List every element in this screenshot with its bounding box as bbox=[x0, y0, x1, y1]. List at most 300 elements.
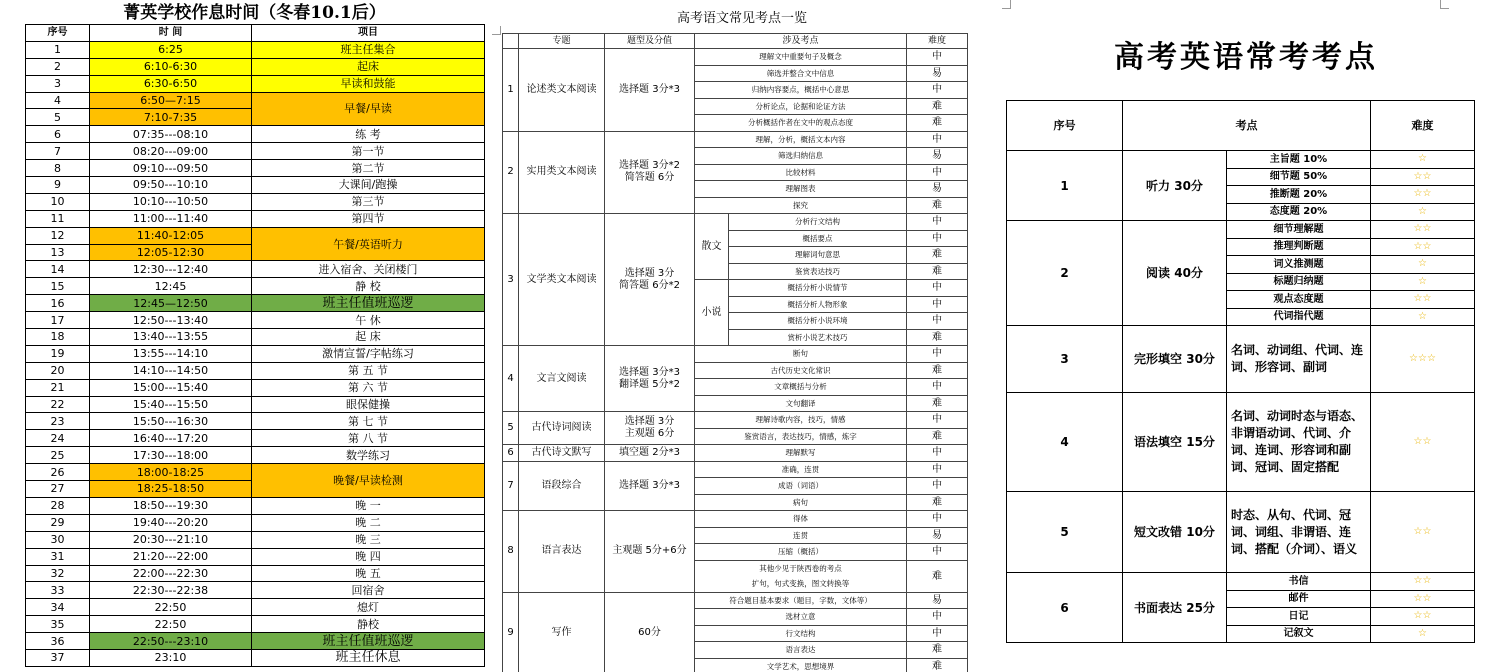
row-number: 28 bbox=[26, 497, 90, 514]
exam-point: 概括分析小说环境 bbox=[729, 313, 907, 330]
activity-cell: 晚 二 bbox=[252, 514, 485, 531]
sub-point: 邮件 bbox=[1227, 590, 1371, 608]
row-number: 31 bbox=[26, 548, 90, 565]
table-row bbox=[26, 329, 485, 346]
table-row bbox=[503, 592, 968, 609]
time-cell: 7:10-7:35 bbox=[90, 109, 252, 126]
sub-point: 书信 bbox=[1227, 573, 1371, 591]
difficulty: 难 bbox=[907, 115, 968, 132]
difficulty: 中 bbox=[907, 164, 968, 181]
exam-point: 符合题目基本要求（题目，字数，文体等） bbox=[695, 592, 907, 609]
column-header: 难度 bbox=[1371, 101, 1475, 151]
sub-point: 观点态度题 bbox=[1227, 291, 1371, 309]
table-row bbox=[1007, 492, 1475, 573]
table-row bbox=[26, 548, 485, 565]
activity-cell: 激情宣誓/字帖练习 bbox=[252, 345, 485, 362]
question-type-cell: 60分 bbox=[605, 592, 695, 672]
topic-cell: 写作 bbox=[519, 592, 605, 672]
time-cell: 11:40-12:05 bbox=[90, 227, 252, 244]
table-row bbox=[26, 430, 485, 447]
activity-cell: 静 校 bbox=[252, 278, 485, 295]
activity-cell: 数学练习 bbox=[252, 447, 485, 464]
time-cell: 18:50---19:30 bbox=[90, 497, 252, 514]
table-row bbox=[26, 58, 485, 75]
sub-point: 细节理解题 bbox=[1227, 221, 1371, 239]
time-cell: 12:30---12:40 bbox=[90, 261, 252, 278]
point-detail: 名词、动词时态与语态、非谓语动词、代词、介词、连词、形容词和副词、冠词、固定搭配 bbox=[1227, 393, 1371, 492]
row-number: 17 bbox=[26, 312, 90, 329]
difficulty: 难 bbox=[907, 494, 968, 511]
row-number: 6 bbox=[26, 126, 90, 143]
activity-cell: 练 考 bbox=[252, 126, 485, 143]
table-row bbox=[26, 582, 485, 599]
exam-point: 理解文中重要句子及概念 bbox=[695, 49, 907, 66]
star-rating: ☆ bbox=[1371, 273, 1475, 291]
star-rating: ☆☆☆ bbox=[1371, 326, 1475, 393]
schedule-panel bbox=[0, 0, 485, 672]
table-row bbox=[26, 278, 485, 295]
row-number: 4 bbox=[26, 92, 90, 109]
difficulty: 难 bbox=[907, 395, 968, 412]
difficulty: 难 bbox=[907, 197, 968, 214]
genre-cell: 小说 bbox=[695, 280, 729, 346]
topic-cell: 文言文阅读 bbox=[519, 346, 605, 412]
time-cell: 6:30-6:50 bbox=[90, 75, 252, 92]
table-row bbox=[1007, 151, 1475, 169]
time-cell: 22:50 bbox=[90, 616, 252, 633]
row-number: 29 bbox=[26, 514, 90, 531]
table-row bbox=[26, 633, 485, 650]
table-row bbox=[503, 346, 968, 363]
question-type-cell: 选择题 3分*2 简答题 6分 bbox=[605, 131, 695, 214]
table-header bbox=[1007, 101, 1475, 151]
time-cell: 19:40---20:20 bbox=[90, 514, 252, 531]
exam-point: 文章概括与分析 bbox=[695, 379, 907, 396]
crop-mark bbox=[1440, 0, 1449, 9]
section-number: 4 bbox=[503, 346, 519, 412]
activity-cell: 静校 bbox=[252, 616, 485, 633]
section-name: 语法填空 15分 bbox=[1123, 393, 1227, 492]
activity-cell: 熄灯 bbox=[252, 599, 485, 616]
exam-point: 概括要点 bbox=[729, 230, 907, 247]
time-cell: 6:25 bbox=[90, 41, 252, 58]
row-number: 19 bbox=[26, 345, 90, 362]
difficulty: 难 bbox=[907, 98, 968, 115]
question-type-cell: 主观题 5分+6分 bbox=[605, 511, 695, 593]
time-cell: 15:50---16:30 bbox=[90, 413, 252, 430]
difficulty: 易 bbox=[907, 527, 968, 544]
star-rating: ☆☆ bbox=[1371, 168, 1475, 186]
activity-cell: 午餐/英语听力 bbox=[252, 227, 485, 261]
exam-point: 选材立意 bbox=[695, 609, 907, 626]
sub-point: 记叙文 bbox=[1227, 625, 1371, 643]
exam-point: 鉴赏表达技巧 bbox=[729, 263, 907, 280]
difficulty: 中 bbox=[907, 511, 968, 528]
difficulty: 易 bbox=[907, 65, 968, 82]
difficulty: 中 bbox=[907, 296, 968, 313]
activity-cell: 起 床 bbox=[252, 329, 485, 346]
table-row bbox=[26, 126, 485, 143]
difficulty: 难 bbox=[907, 642, 968, 659]
exam-point: 压缩（概括） bbox=[695, 544, 907, 561]
activity-cell: 班主任休息 bbox=[252, 649, 485, 666]
exam-point: 理解图表 bbox=[695, 181, 907, 198]
row-number: 34 bbox=[26, 599, 90, 616]
table-row bbox=[26, 345, 485, 362]
star-rating: ☆☆ bbox=[1371, 291, 1475, 309]
row-number: 30 bbox=[26, 531, 90, 548]
time-cell: 13:55---14:10 bbox=[90, 345, 252, 362]
activity-cell: 午 休 bbox=[252, 312, 485, 329]
difficulty: 中 bbox=[907, 625, 968, 642]
topic-cell: 语段综合 bbox=[519, 461, 605, 511]
difficulty: 中 bbox=[907, 82, 968, 99]
time-cell: 07:35---08:10 bbox=[90, 126, 252, 143]
sub-point: 代词指代题 bbox=[1227, 308, 1371, 326]
difficulty: 难 bbox=[907, 362, 968, 379]
table-row bbox=[1007, 221, 1475, 239]
exam-point: 理解词句意思 bbox=[729, 247, 907, 264]
star-rating: ☆ bbox=[1371, 203, 1475, 221]
question-type-cell: 选择题 3分*3 bbox=[605, 49, 695, 132]
table-row bbox=[26, 92, 485, 109]
table-row bbox=[26, 41, 485, 58]
exam-point: 归纳内容要点，概括中心意思 bbox=[695, 82, 907, 99]
time-cell: 13:40---13:55 bbox=[90, 329, 252, 346]
row-number: 8 bbox=[26, 160, 90, 177]
exam-point: 理解默写 bbox=[695, 445, 907, 462]
difficulty: 中 bbox=[907, 230, 968, 247]
difficulty: 中 bbox=[907, 280, 968, 297]
column-header: 序号 bbox=[26, 25, 90, 42]
question-type-cell: 选择题 3分*3 bbox=[605, 461, 695, 511]
exam-point: 分析论点，论据和论证方法 bbox=[695, 98, 907, 115]
exam-point: 鉴赏语言，表达技巧，情感，炼字 bbox=[695, 428, 907, 445]
question-type-cell: 填空题 2分*3 bbox=[605, 445, 695, 462]
time-cell: 16:40---17:20 bbox=[90, 430, 252, 447]
row-number: 15 bbox=[26, 278, 90, 295]
difficulty: 中 bbox=[907, 544, 968, 561]
row-number: 21 bbox=[26, 379, 90, 396]
table-row bbox=[1007, 326, 1475, 393]
section-number: 1 bbox=[503, 49, 519, 132]
table-header bbox=[26, 25, 485, 42]
exam-point: 成语（词语） bbox=[695, 478, 907, 495]
section-number: 1 bbox=[1007, 151, 1123, 221]
time-cell: 6:50—7:15 bbox=[90, 92, 252, 109]
exam-point: 断句 bbox=[695, 346, 907, 363]
star-rating: ☆ bbox=[1371, 256, 1475, 274]
time-cell: 12:45 bbox=[90, 278, 252, 295]
star-rating: ☆☆ bbox=[1371, 573, 1475, 591]
row-number: 24 bbox=[26, 430, 90, 447]
row-number: 22 bbox=[26, 396, 90, 413]
row-number: 35 bbox=[26, 616, 90, 633]
activity-cell: 第 七 节 bbox=[252, 413, 485, 430]
row-number: 10 bbox=[26, 193, 90, 210]
activity-cell: 班主任值班巡逻 bbox=[252, 633, 485, 650]
section-name: 听力 30分 bbox=[1123, 151, 1227, 221]
activity-cell: 晚 三 bbox=[252, 531, 485, 548]
difficulty: 中 bbox=[907, 478, 968, 495]
activity-cell: 第 八 节 bbox=[252, 430, 485, 447]
activity-cell: 早餐/早读 bbox=[252, 92, 485, 126]
activity-cell: 第四节 bbox=[252, 210, 485, 227]
table-row bbox=[26, 177, 485, 194]
exam-point: 筛选归纳信息 bbox=[695, 148, 907, 165]
star-rating: ☆☆ bbox=[1371, 590, 1475, 608]
table-row bbox=[26, 379, 485, 396]
table-row bbox=[1007, 393, 1475, 492]
exam-point: 理解，分析，概括文本内容 bbox=[695, 131, 907, 148]
topic-cell: 古代诗词阅读 bbox=[519, 412, 605, 445]
table-row bbox=[26, 261, 485, 278]
exam-point: 连贯 bbox=[695, 527, 907, 544]
row-number: 14 bbox=[26, 261, 90, 278]
time-cell: 22:50---23:10 bbox=[90, 633, 252, 650]
table-row bbox=[26, 531, 485, 548]
exam-point: 古代历史文化常识 bbox=[695, 362, 907, 379]
sub-point: 态度题 20% bbox=[1227, 203, 1371, 221]
time-cell: 22:50 bbox=[90, 599, 252, 616]
difficulty: 中 bbox=[907, 445, 968, 462]
time-cell: 21:20---22:00 bbox=[90, 548, 252, 565]
section-number: 4 bbox=[1007, 393, 1123, 492]
exam-point: 文句翻译 bbox=[695, 395, 907, 412]
difficulty: 中 bbox=[907, 379, 968, 396]
difficulty: 易 bbox=[907, 148, 968, 165]
table-row bbox=[26, 616, 485, 633]
topic-cell: 实用类文本阅读 bbox=[519, 131, 605, 214]
row-number: 37 bbox=[26, 649, 90, 666]
table-row bbox=[26, 565, 485, 582]
time-cell: 18:00-18:25 bbox=[90, 464, 252, 481]
row-number: 5 bbox=[26, 109, 90, 126]
topic-cell: 语言表达 bbox=[519, 511, 605, 593]
star-rating: ☆☆ bbox=[1371, 238, 1475, 256]
table-row bbox=[503, 461, 968, 478]
section-number: 5 bbox=[503, 412, 519, 445]
table-row bbox=[26, 295, 485, 312]
difficulty: 中 bbox=[907, 49, 968, 66]
topic-cell: 古代诗文默写 bbox=[519, 445, 605, 462]
time-cell: 09:50---10:10 bbox=[90, 177, 252, 194]
exam-point: 概括分析小说情节 bbox=[729, 280, 907, 297]
section-number: 3 bbox=[1007, 326, 1123, 393]
time-cell: 12:05-12:30 bbox=[90, 244, 252, 261]
exam-point: 理解诗歌内容，技巧，情感 bbox=[695, 412, 907, 429]
section-number: 7 bbox=[503, 461, 519, 511]
section-name: 书面表达 25分 bbox=[1123, 573, 1227, 643]
section-number: 8 bbox=[503, 511, 519, 593]
exam-point: 文学艺术，思想境界 bbox=[695, 658, 907, 672]
table-row bbox=[503, 131, 968, 148]
time-cell: 11:00---11:40 bbox=[90, 210, 252, 227]
table-row bbox=[26, 497, 485, 514]
time-cell: 17:30---18:00 bbox=[90, 447, 252, 464]
sub-point: 主旨题 10% bbox=[1227, 151, 1371, 169]
sub-point: 推理判断题 bbox=[1227, 238, 1371, 256]
chinese-table bbox=[502, 33, 968, 672]
time-cell: 18:25-18:50 bbox=[90, 481, 252, 498]
table-row bbox=[26, 75, 485, 92]
table-row bbox=[26, 649, 485, 666]
activity-cell: 晚 一 bbox=[252, 497, 485, 514]
table-row bbox=[26, 193, 485, 210]
schedule-title: 菁英学校作息时间（冬春10.1后） bbox=[123, 3, 386, 23]
sub-point: 推断题 20% bbox=[1227, 186, 1371, 204]
star-rating: ☆☆ bbox=[1371, 492, 1475, 573]
row-number: 26 bbox=[26, 464, 90, 481]
question-type-cell: 选择题 3分 简答题 6分*2 bbox=[605, 214, 695, 346]
question-type-cell: 选择题 3分*3 翻译题 5分*2 bbox=[605, 346, 695, 412]
section-number: 9 bbox=[503, 592, 519, 672]
schedule-table bbox=[25, 24, 485, 667]
activity-cell: 第 五 节 bbox=[252, 362, 485, 379]
sub-point: 词义推测题 bbox=[1227, 256, 1371, 274]
activity-cell: 眼保健操 bbox=[252, 396, 485, 413]
column-header: 时 间 bbox=[90, 25, 252, 42]
activity-cell: 第一节 bbox=[252, 143, 485, 160]
difficulty: 中 bbox=[907, 609, 968, 626]
chinese-title: 高考语文常见考点一览 bbox=[676, 11, 807, 26]
time-cell: 10:10---10:50 bbox=[90, 193, 252, 210]
table-row bbox=[26, 160, 485, 177]
row-number: 3 bbox=[26, 75, 90, 92]
column-header: 考点 bbox=[1123, 101, 1371, 151]
section-number: 2 bbox=[503, 131, 519, 214]
crop-mark bbox=[1002, 0, 1011, 9]
row-number: 25 bbox=[26, 447, 90, 464]
table-row bbox=[26, 396, 485, 413]
row-number: 27 bbox=[26, 481, 90, 498]
table-row bbox=[26, 362, 485, 379]
row-number: 2 bbox=[26, 58, 90, 75]
exam-point: 语言表达 bbox=[695, 642, 907, 659]
difficulty: 易 bbox=[907, 592, 968, 609]
time-cell: 15:40---15:50 bbox=[90, 396, 252, 413]
row-number: 18 bbox=[26, 329, 90, 346]
exam-point: 分析行文结构 bbox=[729, 214, 907, 231]
difficulty: 中 bbox=[907, 346, 968, 363]
exam-point: 筛选并整合文中信息 bbox=[695, 65, 907, 82]
star-rating: ☆☆ bbox=[1371, 221, 1475, 239]
exam-point: 比较材料 bbox=[695, 164, 907, 181]
question-type-cell: 选择题 3分 主观题 6分 bbox=[605, 412, 695, 445]
difficulty: 中 bbox=[907, 412, 968, 429]
difficulty: 难 bbox=[907, 658, 968, 672]
exam-point: 探究 bbox=[695, 197, 907, 214]
column-header: 难度 bbox=[907, 34, 968, 49]
difficulty: 难 bbox=[907, 560, 968, 592]
difficulty: 难 bbox=[907, 329, 968, 346]
activity-cell: 晚 四 bbox=[252, 548, 485, 565]
star-rating: ☆☆ bbox=[1371, 186, 1475, 204]
exam-point: 概括分析人物形象 bbox=[729, 296, 907, 313]
table-row bbox=[26, 514, 485, 531]
difficulty: 难 bbox=[907, 428, 968, 445]
row-number: 11 bbox=[26, 210, 90, 227]
exam-point: 得体 bbox=[695, 511, 907, 528]
star-rating: ☆☆ bbox=[1371, 608, 1475, 626]
column-header: 项目 bbox=[252, 25, 485, 42]
table-row bbox=[26, 413, 485, 430]
time-cell: 6:10-6:30 bbox=[90, 58, 252, 75]
activity-cell: 第三节 bbox=[252, 193, 485, 210]
english-title: 高考英语常考考点 bbox=[1114, 40, 1378, 75]
point-detail: 名词、动词组、代词、连词、形容词、副词 bbox=[1227, 326, 1371, 393]
star-rating: ☆☆ bbox=[1371, 393, 1475, 492]
exam-point: 行文结构 bbox=[695, 625, 907, 642]
activity-cell: 回宿舍 bbox=[252, 582, 485, 599]
sub-point: 细节题 50% bbox=[1227, 168, 1371, 186]
row-number: 33 bbox=[26, 582, 90, 599]
activity-cell: 第二节 bbox=[252, 160, 485, 177]
section-number: 2 bbox=[1007, 221, 1123, 326]
row-number: 1 bbox=[26, 41, 90, 58]
time-cell: 20:30---21:10 bbox=[90, 531, 252, 548]
time-cell: 12:45—12:50 bbox=[90, 295, 252, 312]
row-number: 16 bbox=[26, 295, 90, 312]
section-name: 短文改错 10分 bbox=[1123, 492, 1227, 573]
exam-point: 病句 bbox=[695, 494, 907, 511]
column-header: 涉及考点 bbox=[695, 34, 907, 49]
difficulty: 中 bbox=[907, 131, 968, 148]
table-row bbox=[503, 445, 968, 462]
column-header: 专题 bbox=[519, 34, 605, 49]
table-row bbox=[26, 447, 485, 464]
activity-cell: 早读和鼓能 bbox=[252, 75, 485, 92]
section-number: 6 bbox=[503, 445, 519, 462]
exam-point: 赏析小说艺术技巧 bbox=[729, 329, 907, 346]
column-header bbox=[503, 34, 519, 49]
exam-point: 分析概括作者在文中的观点态度 bbox=[695, 115, 907, 132]
difficulty: 中 bbox=[907, 461, 968, 478]
star-rating: ☆ bbox=[1371, 625, 1475, 643]
exam-point: 准确，连贯 bbox=[695, 461, 907, 478]
topic-cell: 论述类文本阅读 bbox=[519, 49, 605, 132]
section-number: 3 bbox=[503, 214, 519, 346]
row-number: 23 bbox=[26, 413, 90, 430]
table-row bbox=[1007, 573, 1475, 591]
genre-cell: 散文 bbox=[695, 214, 729, 280]
row-number: 20 bbox=[26, 362, 90, 379]
table-row bbox=[26, 227, 485, 244]
english-panel bbox=[992, 0, 1510, 672]
activity-cell: 第 六 节 bbox=[252, 379, 485, 396]
time-cell: 08:20---09:00 bbox=[90, 143, 252, 160]
activity-cell: 进入宿舍、关闭楼门 bbox=[252, 261, 485, 278]
time-cell: 23:10 bbox=[90, 649, 252, 666]
row-number: 32 bbox=[26, 565, 90, 582]
time-cell: 22:30---22:38 bbox=[90, 582, 252, 599]
row-number: 12 bbox=[26, 227, 90, 244]
time-cell: 22:00---22:30 bbox=[90, 565, 252, 582]
english-table bbox=[1006, 100, 1475, 643]
difficulty: 中 bbox=[907, 214, 968, 231]
row-number: 13 bbox=[26, 244, 90, 261]
time-cell: 15:00---15:40 bbox=[90, 379, 252, 396]
activity-cell: 大课间/跑操 bbox=[252, 177, 485, 194]
section-name: 完形填空 30分 bbox=[1123, 326, 1227, 393]
table-row bbox=[26, 143, 485, 160]
time-cell: 12:50---13:40 bbox=[90, 312, 252, 329]
difficulty: 难 bbox=[907, 247, 968, 264]
row-number: 7 bbox=[26, 143, 90, 160]
difficulty: 中 bbox=[907, 313, 968, 330]
table-row bbox=[503, 214, 968, 231]
sub-point: 日记 bbox=[1227, 608, 1371, 626]
